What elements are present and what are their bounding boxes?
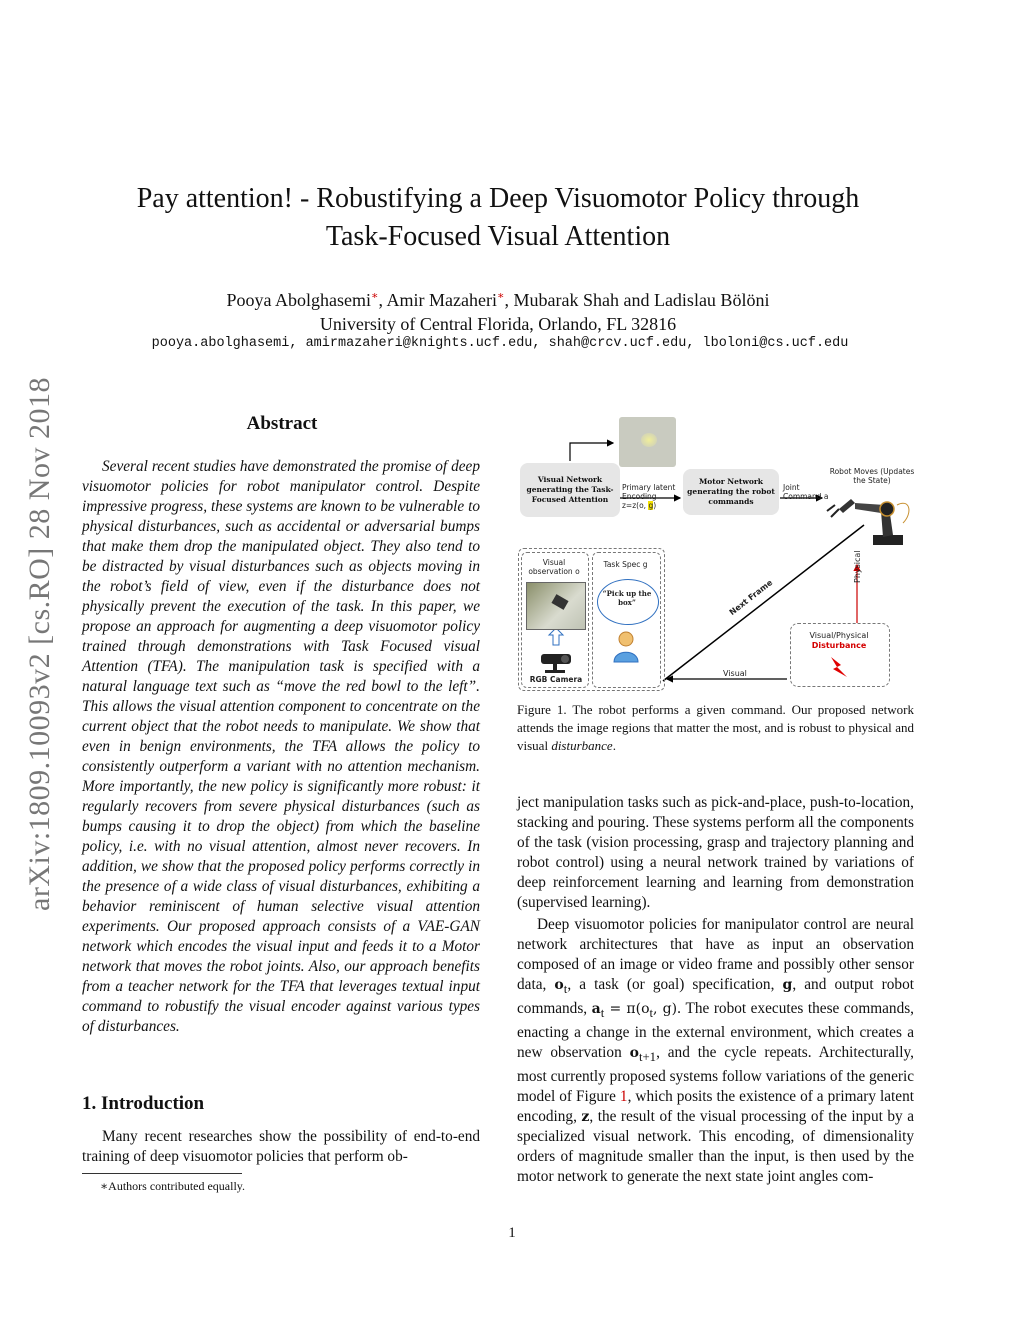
latent-equation: z=z(o, g) (622, 501, 657, 510)
visual-label: Visual (723, 669, 747, 678)
visual-physical-label: Visual/Physical (809, 631, 869, 640)
lightning-icon (827, 655, 851, 679)
footnote: ∗Authors contributed equally. (100, 1179, 246, 1193)
user-icon (611, 629, 641, 663)
author-emails: pooya.abolghasemi, amirmazaheri@knights.ucf.edu, shah@crcv.ucf.edu, lboloni@cs.ucf.edu (151, 336, 849, 351)
arrow-to-attention (570, 443, 613, 461)
author-names: Pooya Abolghasemi∗, Amir Mazaheri∗, Mubarak Shah and Ladislau Bölöni (226, 290, 770, 310)
figure-caption: Figure 1. The robot performs a given command. Our proposed network attends the image regions that matter the most, and is robust to physical and visual disturbance. (517, 702, 914, 753)
figure-1-link[interactable]: 1 (619, 1088, 628, 1106)
attention-map-image (619, 417, 676, 467)
motor-network-box: Motor Network generating the robot commands (683, 469, 779, 515)
column2-paragraph-1: ject manipulation tasks such as pick-and-place, push-to-location, stacking and pouring. These systems perform all the components of the task (vision processing, grasp and trajectory planning and robot control) using a neural network trained by variations of deep reinforcement learning and learning from demonstration (supervised learning). (517, 794, 914, 911)
camera-icon (537, 648, 577, 676)
intro-heading: 1. Introduction (82, 1093, 205, 1114)
paper-title: Pay attention! - Robustifying a Deep Visuomotor Policy through Task-Focused Visual Attention (136, 183, 860, 252)
robot-moves-label: Robot Moves (Updates the State) (829, 467, 915, 485)
affiliation: University of Central Florida, Orlando, FL 32816 (319, 314, 677, 334)
abstract-heading: Abstract (246, 413, 318, 434)
column2-paragraph-2: Deep visuomotor policies for manipulator control are neural network architectures that have as input an observation composed of an image or video frame and possibly other sensor data, $o_t$, a task (or goal) specification, g, and output robot commands, $a_t = \pi(o_t$, g). The robot executes these commands, enacting a change in the external environment, which creates a new observation $o_{t+1}$, and the cycle repeats. Architecturally, most currently proposed systems follow variations of the generic model of Figure 1, which posits the existence of a primary latent encoding, z, the result of the visual processing of the input by a specialized visual network. This encoding, of dimensionality orders of magnitude smaller than the input, is then used by the motor network to generate the next state joint angles com- (517, 916, 914, 1186)
page-number: 1 (508, 1225, 516, 1241)
figure-1 (517, 415, 914, 693)
primary-latent-label: Primary latent Encoding z=z(o, g) (622, 483, 686, 510)
abstract-body: Several recent studies have demonstrated the promise of deep visuomotor policies for robot manipulator control. Despite impressive progress, these systems are known to be vulnerable to physical disturbances, such as accidental or adversarial bumps that make them drop the manipulated object. They also tend to be distracted by visual disturbances such as objects moving in the robot’s field of view, even if the disturbance does not physically prevent the execution of the task. In this paper, we propose an approach for augmenting a deep visuomotor policy trained through demonstrations with Task Focused visual Attention (TFA). The manipulation task is specified with a natural language text such as “move the red bowl to the left”. This allows the visual attention component to concentrate on the current object that the robot needs to manipulate. We show that even in benign environments, the TFA allows the policy to consistently outperform a variant with no attention mechanism. More importantly, the new policy is significantly more robust: it regularly recovers from severe physical disturbances (such as bumps causing it to drop the object) from which the baseline policy, i.e. with no visual attention, almost never recovers. In addition, we show that the proposed policy performs correctly in the presence of a wide class of visual disturbances, exhibiting a behavior reminiscent of human selective visual attention experiments. Our proposed approach consists of a VAE-GAN network which encodes the visual input and feeds it to a Motor network that moves the robot joints. Also, our approach benefits from a teacher network for the TFA that leverages textual input command to robustify the visual encoder against various types of disturbances. (82, 458, 480, 1035)
footnote-rule (82, 1173, 242, 1174)
next-frame-label: Next Frame (727, 577, 775, 618)
observation-image (526, 582, 586, 630)
arxiv-identifier: arXiv:1809.10093v2 [cs.RO] 28 Nov 2018 (23, 377, 56, 911)
author-block (100, 284, 896, 336)
task-spec-label: Task Spec g (603, 560, 648, 569)
visual-observation-label: Visual observation o (528, 558, 580, 576)
rgb-camera-label: RGB Camera (529, 675, 583, 684)
joint-command-label: Joint Command a (783, 483, 829, 501)
robot-arm-image (825, 493, 915, 553)
physical-label: Physical (853, 550, 862, 583)
disturbance-label: Disturbance (811, 641, 867, 650)
visual-network-box: Visual Network generating the Task-Focused Attention (520, 463, 620, 517)
command-text: “Pick up the box” (602, 589, 652, 607)
intro-paragraph: Many recent researches show the possibility of end-to-end training of deep visuomotor policies that perform ob- (82, 1128, 480, 1165)
